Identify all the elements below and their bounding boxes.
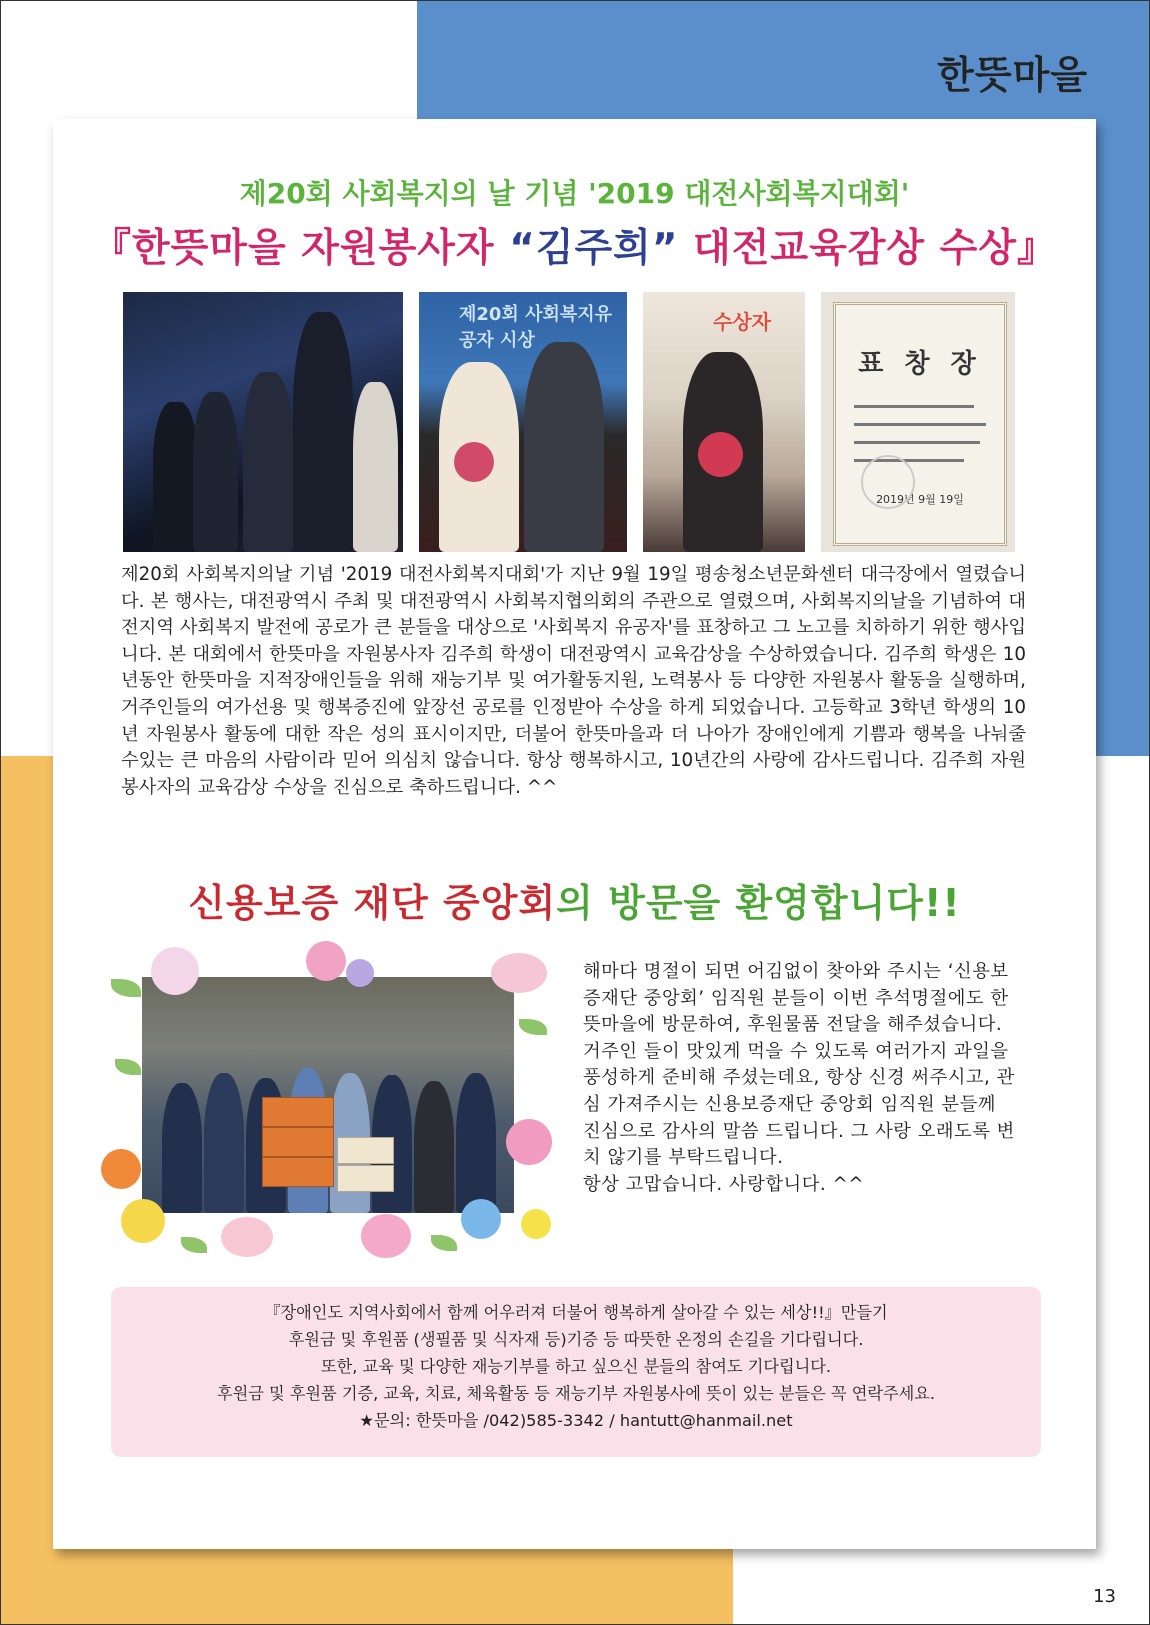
recipient-figure bbox=[243, 372, 293, 552]
certificate-title: 표 창 장 bbox=[858, 349, 982, 379]
student-bouquet-photo bbox=[643, 292, 805, 552]
notice-contact: ★문의: 한뜻마을 /042)585-3342 / hantutt@hanmail.net bbox=[359, 1411, 793, 1430]
flower-decoration bbox=[346, 959, 374, 987]
article2-body: 해마다 명절이 되면 어김없이 찾아와 주시는 ‘신용보증재단 중앙회’ 임직원 분들이 이번 추석명절에도 한뜻마을에 방문하여, 후원물품 전달을 해주셨습니다. 거주인 들이 맛있게 먹을 수 있도록 여러가지 과일을 풍성하게 준비해 주셨는데요, 항상 신경 써주시고, 관심 가져주시는 신용보증재단 중앙회 임직원 분들께 진심으로 감사의 말씀 드립니다. 그 사랑 오래도록 변치 않기를 부탁드립니다. bbox=[583, 961, 1015, 1169]
leaf-decoration bbox=[111, 979, 141, 997]
certificate-text-line bbox=[854, 405, 974, 408]
notice-line-2: 후원금 및 후원품 (생필품 및 식자재 등)기증 등 따뜻한 온정의 손길을 기다립니다. bbox=[288, 1330, 864, 1349]
article1-title-suffix: 대전교육감상 수상』 bbox=[678, 226, 1058, 271]
flower-decoration bbox=[361, 1214, 411, 1258]
donation-notice-box bbox=[111, 1287, 1041, 1457]
group-photo bbox=[142, 977, 514, 1213]
fruit-box bbox=[337, 1137, 394, 1164]
leaf-decoration bbox=[115, 1059, 141, 1075]
fruit-box bbox=[262, 1157, 334, 1187]
flower-wreath-group-photo bbox=[101, 939, 556, 1261]
certificate-text-line bbox=[854, 441, 980, 444]
leaf-decoration bbox=[519, 1019, 547, 1035]
ceremony-stage-photo bbox=[123, 292, 403, 552]
audience-figure bbox=[153, 402, 198, 552]
notice-line-1: 『장애인도 지역사회에서 함께 어우러져 더불어 행복하게 살아갈 수 있는 세상!!』만들기 bbox=[264, 1303, 888, 1322]
flower-decoration bbox=[461, 1199, 501, 1239]
article1-subtitle: 제20회 사회복지의 날 기념 '2019 대전사회복지대회' bbox=[239, 177, 910, 210]
certificate-text-line bbox=[854, 423, 986, 426]
article1-title-prefix: 『한뜻마을 자원봉사자 bbox=[91, 226, 510, 271]
article2-title-red: 신용보증 재단 중앙회 bbox=[188, 881, 557, 925]
leaf-decoration bbox=[431, 1235, 457, 1251]
person-figure bbox=[456, 1073, 496, 1213]
brand-title: 한뜻마을 bbox=[937, 53, 1088, 97]
photo-awardee-label: 수상자 bbox=[713, 310, 771, 334]
flower-decoration bbox=[521, 1209, 551, 1239]
person-figure bbox=[204, 1073, 244, 1213]
flower-decoration bbox=[221, 1217, 273, 1257]
audience-figure bbox=[193, 392, 238, 552]
fruit-box bbox=[337, 1165, 394, 1192]
photo-screen-text: 제20회 사회복지유공자 시상 bbox=[459, 304, 613, 351]
flower-decoration bbox=[101, 1149, 141, 1189]
article2-title-green: 의 방문을 환영합니다!! bbox=[556, 881, 961, 925]
flower-decoration bbox=[506, 1119, 552, 1165]
page-number: 13 bbox=[1093, 1586, 1116, 1607]
bouquet bbox=[454, 442, 494, 482]
presenter-figure bbox=[293, 312, 353, 552]
article1-body: 제20회 사회복지의날 기념 '2019 대전사회복지대회'가 지난 9월 19일 평송청소년문화센터 대극장에서 열렸습니다. 본 행사는, 대전광역시 주최 및 대전광역시 사회복지협의회의 주관으로 열렸으며, 사회복지의날을 기념하여 대전지역 사회복지 발전에 공로가 큰 분들을 대상으로 '사회복지 유공자'를 표창하고 그 노고를 치하하기 위한 행사입니다. 본 대회에서 한뜻마을 자원봉사자 김주희 학생이 대전광역시 교육감상을 수상하였습니다. 김주희 학생은 10년동안 한뜻마을 지적장애인들을 위해 재능기부 및 여가활동지원, 노력봉사 등 다양한 자원봉사 활동을 실행하며, 거주인들의 여가선용 및 행복증진에 앞장선 공로를 인정받아 수상을 하게 되었습니다. 고등학교 3학년 학생의 10년 자원봉사 활동에 대한 작은 성의 표시이지만, 더불어 한뜻마을과 더 나아가 장애인에게 기쁨과 행복을 나눠줄 수있는 큰 마음의 사람이라 믿어 의심치 않습니다. 항상 행복하시고, 10년간의 사랑에 감사드립니다. 김주희 자원봉사자의 교육감상 수상을 진심으로 축하드립니다. ^^ bbox=[121, 564, 1026, 798]
fruit-box bbox=[262, 1127, 334, 1157]
content-card bbox=[53, 119, 1096, 1549]
flower-decoration bbox=[151, 947, 199, 995]
article2-title bbox=[53, 872, 1096, 927]
flower-decoration bbox=[121, 1199, 165, 1243]
flower-decoration bbox=[306, 941, 346, 981]
flower-decoration bbox=[491, 953, 547, 993]
article2-body-block bbox=[583, 959, 1015, 1198]
article1-title-name: “김주희” bbox=[509, 226, 679, 271]
notice-line-3: 또한, 교육 및 다양한 재능기부를 하고 싶으신 분들의 참여도 기다립니다. bbox=[320, 1357, 832, 1376]
notice-line-4: 후원금 및 후원품 기증, 교육, 치료, 체육활동 등 재능기부 자원봉사에 뜻이 있는 분들은 꼭 연락주세요. bbox=[216, 1384, 936, 1403]
certificate-seal bbox=[861, 455, 915, 509]
certificate bbox=[833, 302, 1007, 546]
person-figure bbox=[414, 1081, 454, 1213]
certificate-photo bbox=[821, 292, 1015, 552]
certificate-date: 2019년 9월 19일 bbox=[876, 493, 964, 506]
person-figure bbox=[162, 1083, 202, 1213]
leaf-decoration bbox=[181, 1237, 207, 1253]
fruit-box bbox=[262, 1097, 334, 1127]
bouquet bbox=[698, 432, 743, 477]
student-figure bbox=[353, 382, 398, 552]
article2-closing: 항상 고맙습니다. 사랑합니다. ^^ bbox=[583, 1173, 865, 1195]
official-figure bbox=[524, 342, 604, 552]
article1-title bbox=[53, 217, 1096, 273]
award-official-photo bbox=[419, 292, 627, 552]
